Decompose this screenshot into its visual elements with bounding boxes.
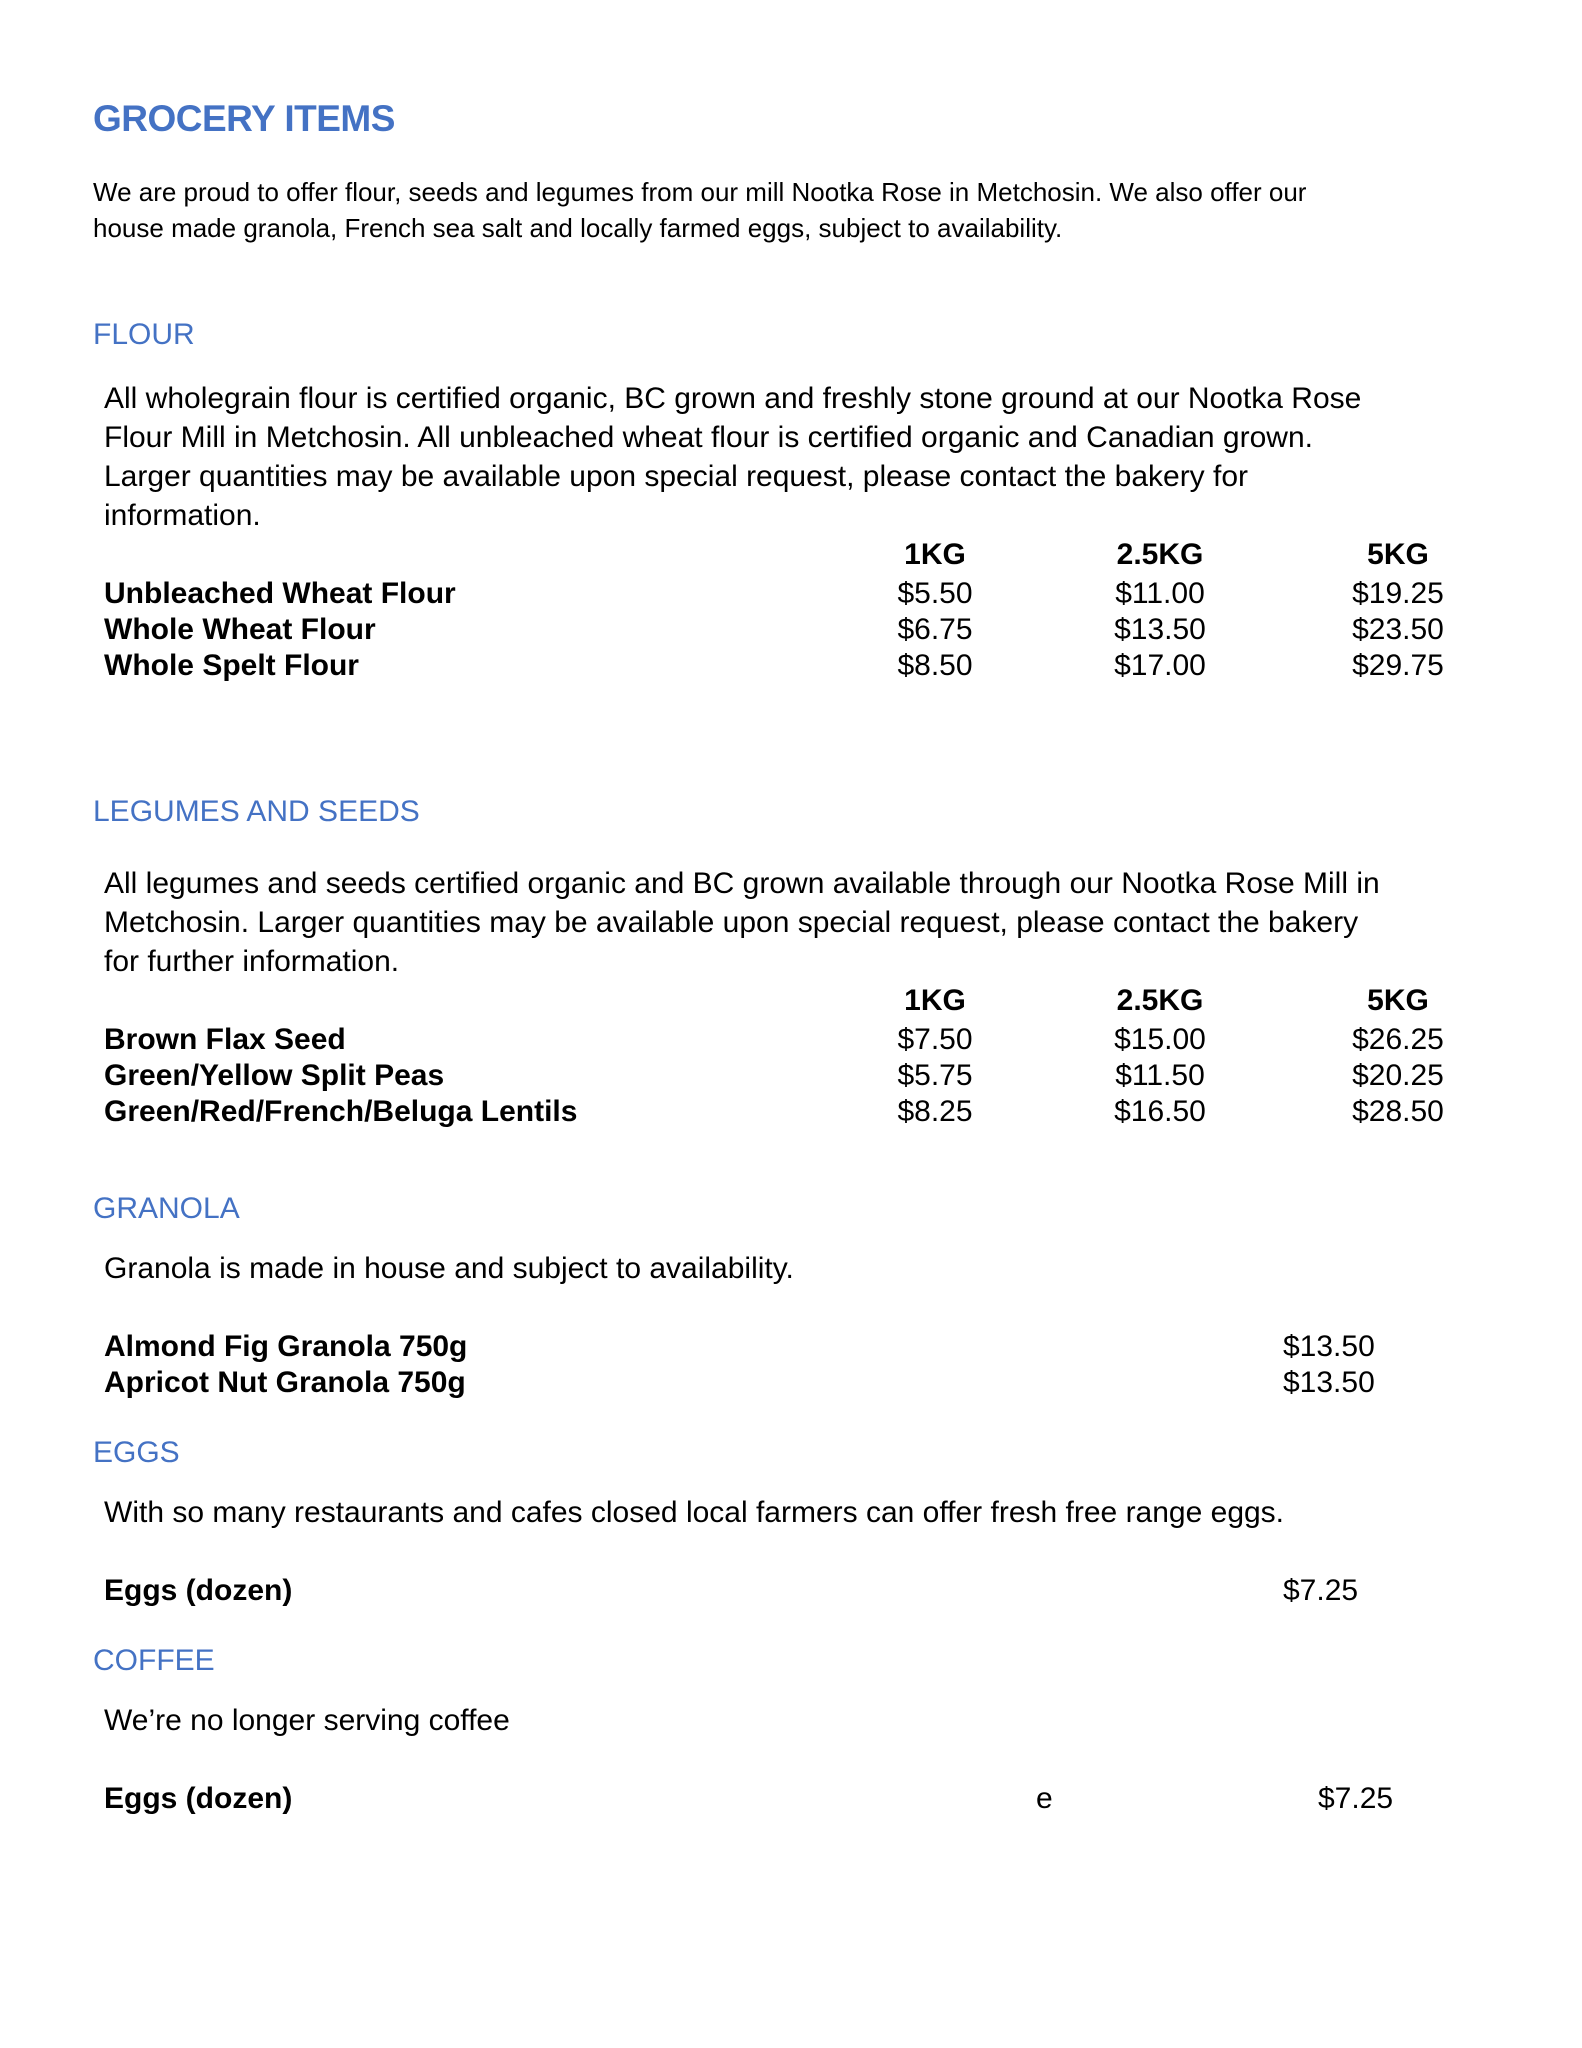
legumes-item-name: Brown Flax Seed [104, 1023, 346, 1056]
legumes-column-1kg: 1KG [904, 984, 966, 1017]
legumes-description-line: Metchosin. Larger quantities may be available upon special request, please contact the bakery [104, 906, 1359, 939]
flour-column-2-5kg: 2.5KG [1116, 538, 1204, 571]
legumes-price-5kg: $20.25 [1352, 1059, 1444, 1092]
flour-item-name: Whole Wheat Flour [104, 613, 376, 646]
legumes-price-2-5kg: $15.00 [1114, 1023, 1206, 1056]
flour-price-1kg: $8.50 [897, 649, 973, 682]
legumes-item-name: Green/Yellow Split Peas [104, 1059, 445, 1092]
flour-column-5kg: 5KG [1367, 538, 1429, 571]
intro-line-2: house made granola, French sea salt and locally farmed eggs, subject to availability. [93, 213, 1063, 243]
legumes-column-2-5kg: 2.5KG [1116, 984, 1204, 1017]
flour-price-5kg: $29.75 [1352, 649, 1444, 682]
flour-item-name: Whole Spelt Flour [104, 649, 359, 682]
section-heading-granola: GRANOLA [93, 1192, 240, 1225]
flour-description-line: information. [104, 499, 261, 532]
granola-price: $13.50 [1283, 1366, 1375, 1399]
legumes-column-5kg: 5KG [1367, 984, 1429, 1017]
legumes-price-5kg: $28.50 [1352, 1095, 1444, 1128]
flour-description-line: Larger quantities may be available upon special request, please contact the bakery for [104, 460, 1249, 493]
flour-description-line: All wholegrain flour is certified organic, BC grown and freshly stone ground at our Nootka Rose [104, 382, 1362, 415]
section-heading-eggs: EGGS [93, 1436, 180, 1469]
legumes-price-2-5kg: $16.50 [1114, 1095, 1206, 1128]
granola-item-name: Apricot Nut Granola 750g [104, 1366, 466, 1399]
section-heading-flour: FLOUR [93, 318, 195, 351]
eggs-item-name: Eggs (dozen) [104, 1574, 293, 1607]
intro-line-1: We are proud to offer flour, seeds and legumes from our mill Nootka Rose in Metchosin. We also offer our [93, 177, 1307, 207]
eggs-price: $7.25 [1283, 1574, 1359, 1607]
flour-price-5kg: $23.50 [1352, 613, 1444, 646]
granola-description: Granola is made in house and subject to availability. [104, 1252, 794, 1285]
flour-description-line: Flour Mill in Metchosin. All unbleached wheat flour is certified organic and Canadian grown. [104, 421, 1313, 454]
flour-price-1kg: $5.50 [897, 577, 973, 610]
flour-price-2-5kg: $13.50 [1114, 613, 1206, 646]
flour-price-2-5kg: $11.00 [1115, 577, 1205, 610]
flour-column-1kg: 1KG [904, 538, 966, 571]
flour-price-5kg: $19.25 [1352, 577, 1444, 610]
eggs-description: With so many restaurants and cafes closed local farmers can offer fresh free range eggs. [104, 1496, 1285, 1529]
legumes-price-5kg: $26.25 [1352, 1023, 1444, 1056]
legumes-item-name: Green/Red/French/Beluga Lentils [104, 1095, 578, 1128]
flour-price-1kg: $6.75 [897, 613, 973, 646]
legumes-price-1kg: $8.25 [897, 1095, 973, 1128]
legumes-description-line: All legumes and seeds certified organic and BC grown available through our Nootka Rose Mill in [104, 867, 1380, 900]
legumes-price-1kg: $7.50 [897, 1023, 973, 1056]
flour-price-2-5kg: $17.00 [1114, 649, 1206, 682]
legumes-description-line: for further information. [104, 945, 400, 978]
coffee-item-note: e [1036, 1782, 1053, 1815]
section-heading-legumes-and-seeds: LEGUMES AND SEEDS [93, 795, 420, 828]
legumes-price-2-5kg: $11.50 [1115, 1059, 1205, 1092]
granola-price: $13.50 [1283, 1330, 1375, 1363]
page-title: GROCERY ITEMS [93, 98, 395, 139]
granola-item-name: Almond Fig Granola 750g [104, 1330, 468, 1363]
coffee-item-name: Eggs (dozen) [104, 1782, 293, 1815]
coffee-description: We’re no longer serving coffee [104, 1704, 510, 1737]
section-heading-coffee: COFFEE [93, 1644, 215, 1677]
legumes-price-1kg: $5.75 [897, 1059, 973, 1092]
flour-item-name: Unbleached Wheat Flour [104, 577, 456, 610]
coffee-price: $7.25 [1318, 1782, 1394, 1815]
